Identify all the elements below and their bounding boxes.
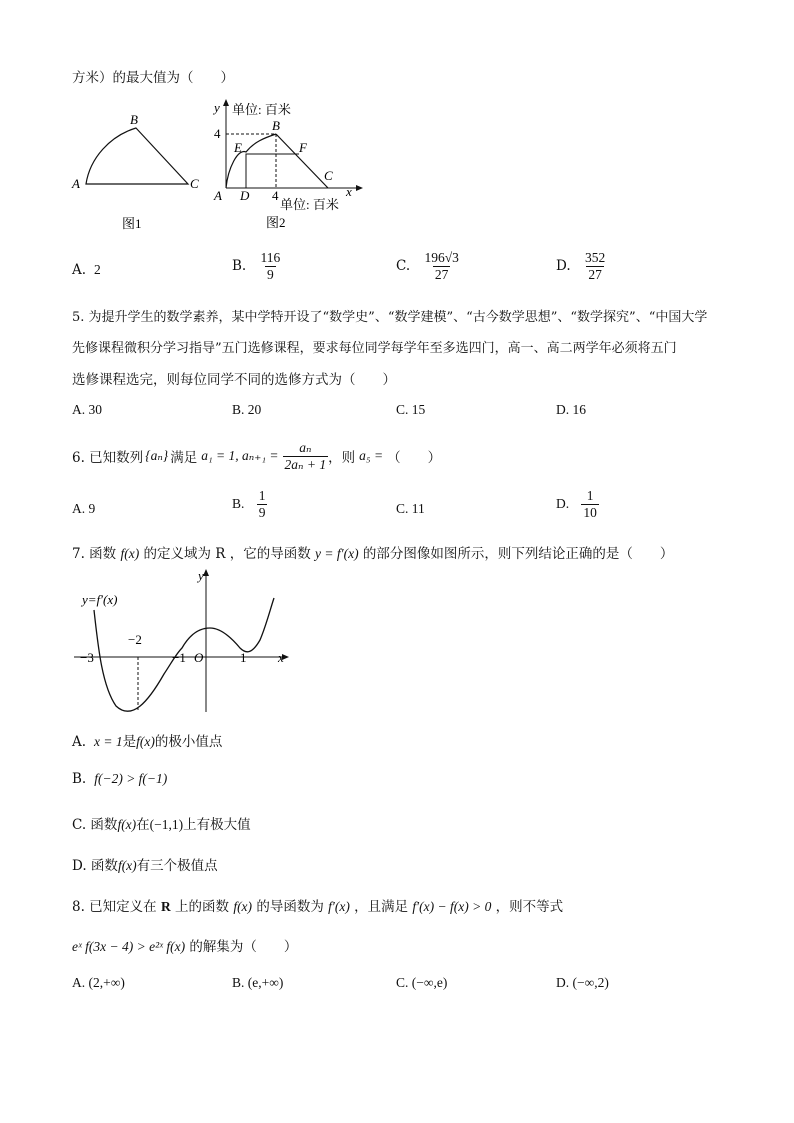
q4-option-c-fraction: $\frac{196√3}{27}$ — [424, 250, 459, 282]
q8-option-a: A. (2,+∞) — [72, 975, 125, 990]
fig1-caption: 图1 — [122, 216, 142, 231]
q7-stem: 7. 函数 f(x) 的定义域为 R ，它的导函数 y = f′(x) 的部分图像如图所示，则下列结论正确的是（ ） — [72, 546, 674, 562]
q7-graph-label: y=f′(x) — [82, 592, 118, 607]
fig2-unit-y: 单位: 百米 — [232, 102, 291, 117]
q7-option-b: B. f(−2) > f(−1) — [72, 771, 168, 787]
q8-option-b: B. (e,+∞) — [232, 975, 284, 990]
q4-option-b: B. $\frac{116}{9}$ — [232, 250, 281, 282]
q6-recurrence-fraction: $\frac{\text{aₙ}}{\text{2aₙ + 1}}$ — [284, 440, 327, 472]
q6-option-b-fraction: $\frac{1}{9}$ — [258, 488, 266, 520]
q5-option-c: C. 15 — [396, 402, 426, 417]
q5-stem-line-1: 5. 为提升学生的数学素养，某中学特开设了“数学史”、“数学建模”、“古今数学思想”、“数学探究”、“中国大学 — [72, 310, 708, 325]
q7-tick-neg2: −2 — [128, 632, 142, 647]
fig2-tick-4y: 4 — [214, 126, 221, 141]
q7-tick-neg1: −1 — [172, 650, 186, 665]
q7-tick-neg3: −3 — [80, 650, 94, 665]
fig1-label-b: B — [130, 112, 138, 127]
fig2-x: x — [346, 184, 352, 199]
fig2-label-c: C — [324, 168, 333, 183]
fig2-label-a: A — [214, 188, 222, 203]
q6-option-d-fraction: $\frac{1}{10}$ — [583, 488, 597, 520]
q4-option-a: A. 2 — [72, 262, 101, 278]
fig2-label-e: E — [234, 140, 242, 155]
q8-stem-line-1: 8. 已知定义在 R 上的函数 f(x) 的导函数为 f′(x) ，且满足 f′(x) − f(x) > 0 ，则不等式 — [72, 899, 564, 915]
q7-graph-origin: O — [194, 650, 204, 665]
q6-option-b: B. $\frac{1}{9}$ — [232, 488, 266, 520]
q4-option-d-fraction: $\frac{352}{27}$ — [584, 250, 606, 282]
fig2-label-f: F — [299, 140, 307, 155]
fig2-y: y — [214, 100, 220, 115]
q8-stem-line-2: eˣ f(3x − 4) > e²ˣ f(x) 的解集为（ ） — [72, 939, 298, 955]
q4-option-d: D. $\frac{352}{27}$ — [556, 250, 606, 282]
q7-option-d: D. 函数f(x)有三个极值点 — [72, 858, 218, 874]
q6-option-c: C. 11 — [396, 501, 425, 516]
q8-option-c: C. (−∞,e) — [396, 975, 448, 990]
fig2-label-d: D — [240, 188, 250, 203]
q5-option-d: D. 16 — [556, 402, 586, 417]
q6-option-a: A. 9 — [72, 501, 96, 516]
q4-option-b-fraction: $\frac{116}{9}$ — [260, 250, 281, 282]
q7-graph-y: y — [198, 568, 204, 583]
q5-stem-line-2: 先修课程微积分学习指导”五门选修课程，要求每位同学每学年至多选四门，高一、高二两学年必须将五门 — [72, 341, 677, 356]
q5-stem-line-3: 选修课程选完，则每位同学不同的选修方式为（ ） — [72, 372, 396, 388]
q5-option-a: A. 30 — [72, 402, 102, 417]
q8-option-d: D. (−∞,2) — [556, 975, 609, 990]
fig2-caption: 图2 — [266, 215, 286, 230]
q7-option-c: C. 函数f(x)在(−1,1)上有极大值 — [72, 817, 251, 833]
fig1-label-c: C — [190, 176, 199, 191]
fig2-unit-x: 单位: 百米 — [280, 197, 339, 212]
q7-graph-x: x — [278, 650, 284, 665]
q6-option-d: D. $\frac{1}{10}$ — [556, 488, 597, 520]
q4-figure-2 — [206, 96, 366, 236]
fig1-label-a: A — [72, 176, 80, 191]
fig2-label-b: B — [272, 118, 280, 133]
q6-stem: 6. 已知数列 {aₙ} 满足 a₁ = 1, aₙ₊₁ = $\frac{\text{aₙ}}{\text{2aₙ + 1}}$ ，则 a₅ = （ ） — [72, 440, 442, 472]
q7-option-a: A. x = 1是f(x)的极小值点 — [72, 734, 223, 750]
q4-option-c: C. $\frac{196√3}{27}$ — [396, 250, 459, 282]
q7-tick-1: 1 — [240, 650, 247, 665]
q7-derivative-graph — [72, 566, 292, 716]
q4-stem-tail: 方米）的最大值为（ ） — [72, 70, 234, 86]
fig2-tick-4x: 4 — [272, 188, 279, 203]
q4-figure-1 — [66, 112, 216, 232]
q5-option-b: B. 20 — [232, 402, 262, 417]
